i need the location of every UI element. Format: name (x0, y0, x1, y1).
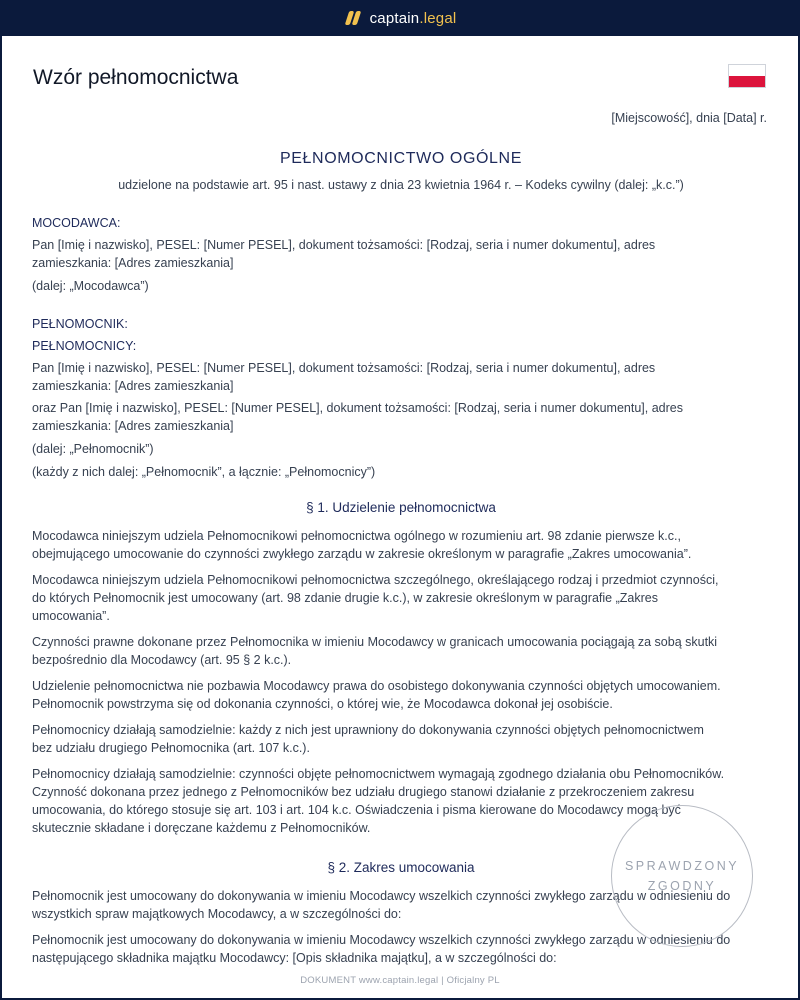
poland-flag-icon (728, 64, 766, 88)
pelnomocnicy-label: PEŁNOMOCNICY: (32, 339, 137, 353)
pelnomocnik-2-details: oraz Pan [Imię i nazwisko], PESEL: [Numer PESEL], dokument tożsamości: [Rodzaj, seria i numer dokumentu], adres zamieszkania: [Adres zamieszkania] (32, 401, 683, 433)
captain-logo-icon (344, 10, 362, 26)
document-subtitle: udzielone na podstawie art. 95 i nast. ustawy z dnia 23 kwietnia 1964 r. – Kodeks cywilny (dalej: „k.c.”) (118, 178, 684, 192)
paragraph-line: wszystkich spraw majątkowych Mocodawcy, a w szczególności do: (32, 907, 402, 921)
paragraph-line: Czynność dokonana przez jednego z Pełnomocników bez udziału drugiego stanowi działanie z przekroczeniem zakresu (32, 785, 695, 799)
stamp-line-1: SPRAWDZONY (624, 859, 740, 873)
pelnomocnicy-alias: (każdy z nich dalej: „Pełnomocnik”, a łącznie: „Pełnomocnicy”) (32, 465, 376, 479)
top-bar (0, 0, 800, 36)
paragraph-line: bez udziału drugiego Pełnomocnika (art. 107 k.c.). (32, 741, 310, 755)
paragraph-line: Mocodawca niniejszym udziela Pełnomocnikowi pełnomocnictwa szczególnego, określającego rodzaj i przedmiot czynności, (32, 573, 719, 587)
pelnomocnik-1-details: Pan [Imię i nazwisko], PESEL: [Numer PESEL], dokument tożsamości: [Rodzaj, seria i numer dokumentu], adres zamieszkania: [Adres zamieszkania] (32, 361, 656, 393)
paragraph-line: Pełnomocnik powstrzyma się od dokonania czynności, o której wie, że Mocodawca dokonał jej osobiście. (32, 697, 613, 711)
verification-stamp (611, 805, 753, 947)
paragraph-line: bezpośrednio dla Mocodawcy (art. 95 § 2 k.c.). (32, 653, 292, 667)
brand-name: captain.legal (369, 9, 457, 27)
paragraph-line: umocowania, do którego stosuje się art. 103 i art. 104 k.c. Oświadczenia i pisma kierowane do Mocodawcy mogą być (32, 803, 681, 817)
body-paragraph (32, 633, 770, 669)
paragraph-line: Czynności prawne dokonane przez Pełnomocnika w imieniu Mocodawcy w granicach umocowania pociągają za sobą skutki (32, 635, 718, 649)
paragraph-line: następującego składnika majątku Mocodawcy: [Opis składnika majątku], a w szczególności do: (32, 951, 557, 965)
mocodawca-label: MOCODAWCA: (32, 216, 121, 230)
section-2-heading: § 2. Zakres umocowania (327, 860, 475, 875)
paragraph-line: Pełnomocnik jest umocowany do dokonywania w imieniu Mocodawcy wszelkich czynności zwykłego zarządu w odniesieniu do (32, 933, 731, 947)
pelnomocnik-label: PEŁNOMOCNIK: (32, 317, 128, 331)
brand-logo[interactable] (344, 10, 457, 27)
body-paragraph (32, 571, 770, 625)
body-paragraph (32, 721, 770, 757)
mocodawca-alias: (dalej: „Mocodawca”) (32, 279, 149, 293)
paragraph-line: Pełnomocnicy działają samodzielnie: każdy z nich jest uprawniony do dokonywania czynności objętych pełnomocnictwem (32, 723, 704, 737)
pelnomocnik-alias: (dalej: „Pełnomocnik”) (32, 442, 154, 456)
body-paragraph (32, 677, 770, 713)
stamp-line-2: ZGODNY (647, 879, 717, 893)
paragraph-line: Udzielenie pełnomocnictwa nie pozbawia Mocodawcy prawa do osobistego dokonywania czynności objętych umocowaniem. (32, 679, 721, 693)
section-1-heading: § 1. Udzielenie pełnomocnictwa (306, 500, 496, 515)
paragraph-line: skutecznie składane i doręczane każdemu z Pełnomocników. (32, 821, 371, 835)
paragraph-line: Pełnomocnicy działają samodzielnie: czynności objęte pełnomocnictwem wymagają zgodnego działania obu Pełnomocników. (32, 767, 725, 781)
place-date: [Miejscowość], dnia [Data] r. (611, 111, 767, 125)
paragraph-line: umocowania”. (32, 609, 110, 623)
body-paragraph (32, 527, 770, 563)
document-title: PEŁNOMOCNICTWO OGÓLNE (280, 150, 522, 167)
footer-text: DOKUMENT www.captain.legal | Oficjalny PL (300, 975, 500, 986)
paragraph-line: do których Pełnomocnik jest umocowany (art. 98 zdanie drugie k.c.), w zakresie określonym w paragrafie „Zakres (32, 591, 658, 605)
page-title: Wzór pełnomocnictwa (33, 66, 239, 89)
paragraph-line: Pełnomocnik jest umocowany do dokonywania w imieniu Mocodawcy wszelkich czynności zwykłego zarządu w odniesieniu do (32, 889, 731, 903)
mocodawca-details: Pan [Imię i nazwisko], PESEL: [Numer PESEL], dokument tożsamości: [Rodzaj, seria i numer dokumentu], adres zamieszkania: [Adres zamieszkania] (32, 238, 656, 270)
section-1-paragraphs (32, 527, 770, 837)
paragraph-line: obejmującego umocowanie do czynności zwykłego zarządu w zakresie określonym w paragrafie „Zakres umocowania”. (32, 547, 692, 561)
document-page (2, 36, 798, 998)
paragraph-line: Mocodawca niniejszym udziela Pełnomocnikowi pełnomocnictwa ogólnego w rozumieniu art. 98 zdanie pierwsze k.c., (32, 529, 681, 543)
